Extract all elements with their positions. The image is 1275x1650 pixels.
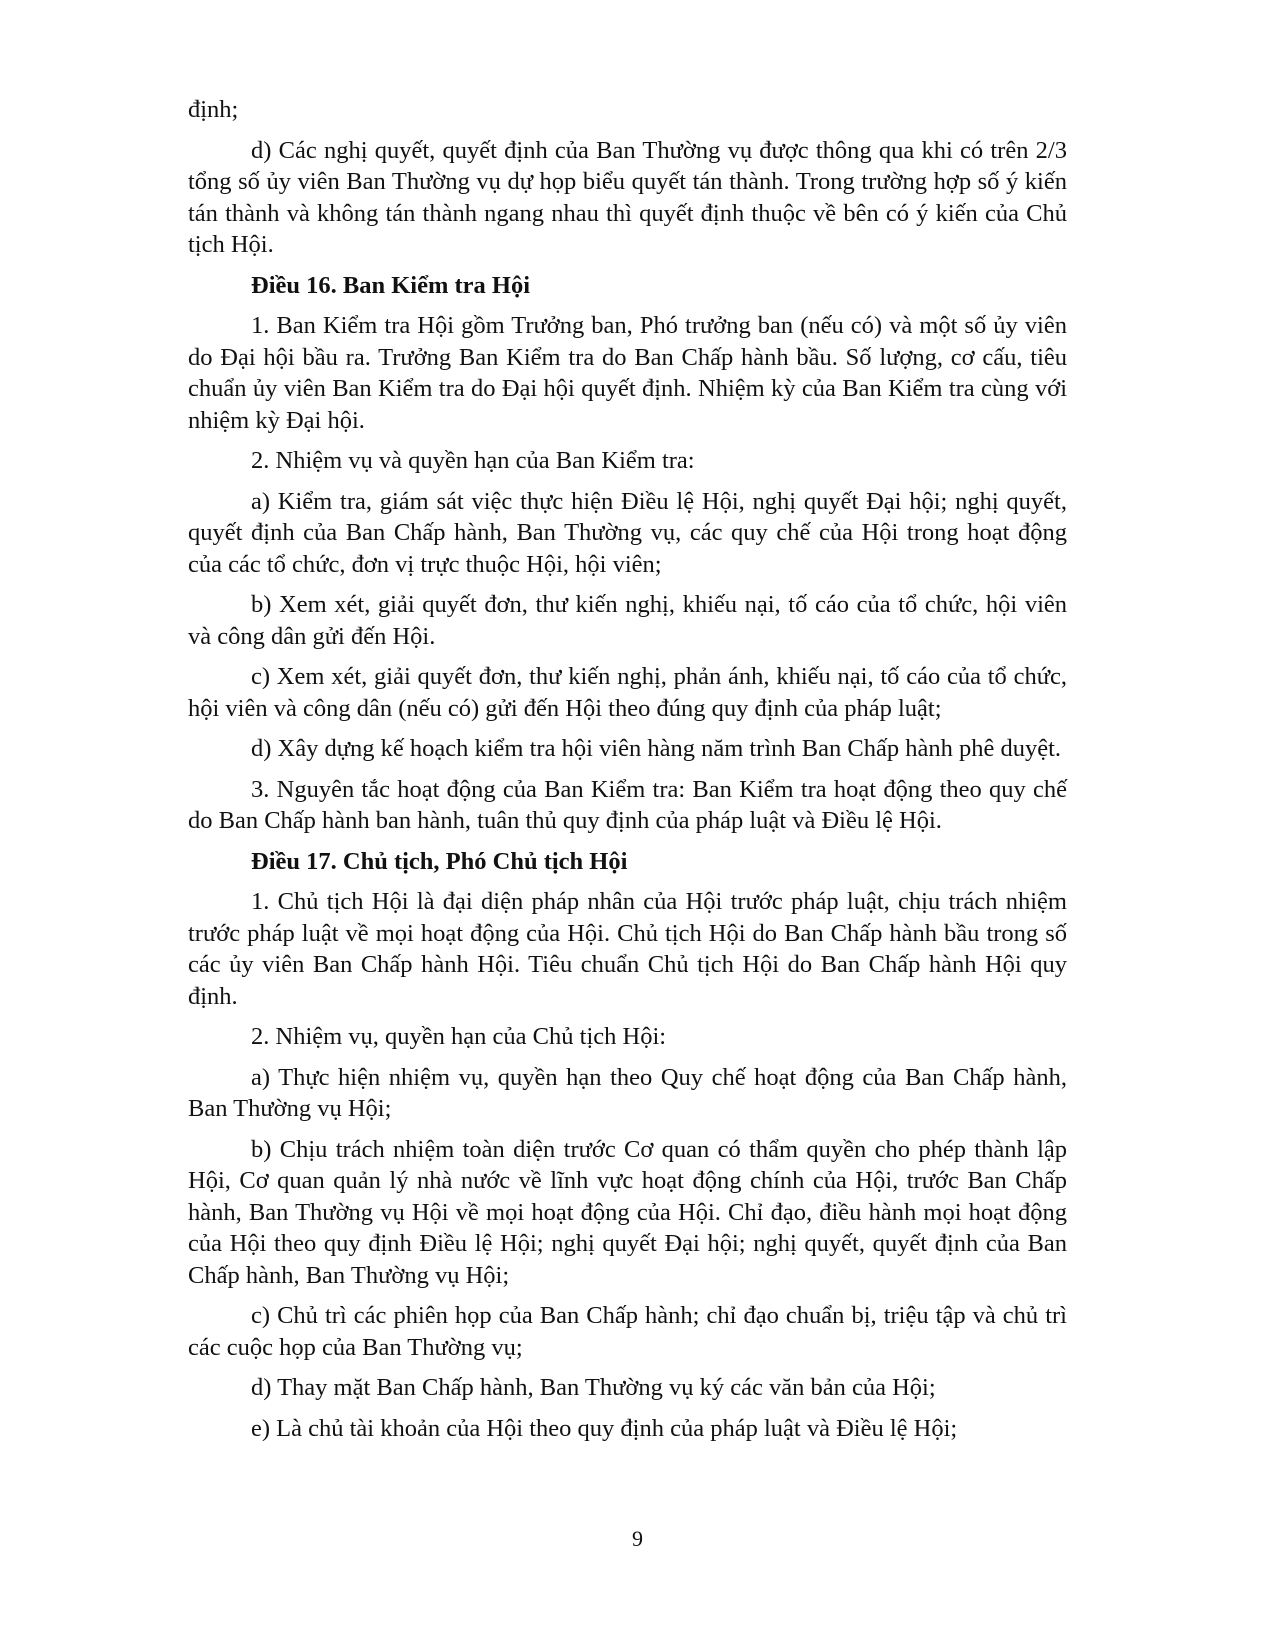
paragraph: 3. Nguyên tắc hoạt động của Ban Kiểm tra: Ban Kiểm tra hoạt động theo quy chế do Ban Chấp hành ban hành, tuân thủ quy định của pháp luật và Điều lệ Hội. <box>188 775 1067 834</box>
paragraph: d) Xây dựng kế hoạch kiểm tra hội viên hàng năm trình Ban Chấp hành phê duyệt. <box>251 735 1062 762</box>
paragraph: a) Thực hiện nhiệm vụ, quyền hạn theo Quy chế hoạt động của Ban Chấp hành, Ban Thường vụ Hội; <box>188 1063 1067 1122</box>
paragraph-continuation: định; <box>188 96 239 123</box>
document-body <box>188 94 1067 1453</box>
paragraph: 1. Ban Kiểm tra Hội gồm Trưởng ban, Phó trưởng ban (nếu có) và một số ủy viên do Đại hội bầu ra. Trưởng Ban Kiểm tra do Ban Chấp hành bầu. Số lượng, cơ cấu, tiêu chuẩn ủy viên Ban Kiểm tra do Đại hội quyết định. Nhiệm kỳ của Ban Kiểm tra cùng với nhiệm kỳ Đại hội. <box>188 312 1067 434</box>
paragraph: c) Chủ trì các phiên họp của Ban Chấp hành; chỉ đạo chuẩn bị, triệu tập và chủ trì các cuộc họp của Ban Thường vụ; <box>188 1302 1067 1361</box>
paragraph: e) Là chủ tài khoản của Hội theo quy định của pháp luật và Điều lệ Hội; <box>251 1414 958 1442</box>
paragraph: 2. Nhiệm vụ và quyền hạn của Ban Kiểm tra: <box>251 447 695 474</box>
article-17-heading: Điều 17. Chủ tịch, Phó Chủ tịch Hội <box>251 847 628 875</box>
paragraph: b) Xem xét, giải quyết đơn, thư kiến nghị, khiếu nại, tố cáo của tổ chức, hội viên và công dân gửi đến Hội. <box>188 591 1067 650</box>
page-number: 9 <box>632 1526 643 1551</box>
paragraph: d) Thay mặt Ban Chấp hành, Ban Thường vụ ký các văn bản của Hội; <box>251 1374 936 1401</box>
paragraph: a) Kiểm tra, giám sát việc thực hiện Điều lệ Hội, nghị quyết Đại hội; nghị quyết, quyết định của Ban Chấp hành, Ban Thường vụ, các quy chế của Hội trong hoạt động của các tổ chức, đơn vị trực thuộc Hội, hội viên; <box>188 487 1067 578</box>
paragraph: 2. Nhiệm vụ, quyền hạn của Chủ tịch Hội: <box>251 1023 667 1050</box>
paragraph: b) Chịu trách nhiệm toàn diện trước Cơ quan có thẩm quyền cho phép thành lập Hội, Cơ quan quản lý nhà nước về lĩnh vực hoạt động chính của Hội, trước Ban Chấp hành, Ban Thường vụ Hội về mọi hoạt động của Hội. Chỉ đạo, điều hành mọi hoạt động của Hội theo quy định Điều lệ Hội; nghị quyết Đại hội; nghị quyết, quyết định của Ban Chấp hành, Ban Thường vụ Hội; <box>188 1135 1067 1289</box>
paragraph-clause-d-resolutions: d) Các nghị quyết, quyết định của Ban Thường vụ được thông qua khi có trên 2/3 tổng số ủy viên Ban Thường vụ dự họp biểu quyết tán thành. Trong trường hợp số ý kiến tán thành và không tán thành ngang nhau thì quyết định thuộc về bên có ý kiến của Chủ tịch Hội. <box>188 136 1067 258</box>
article-16-heading: Điều 16. Ban Kiểm tra Hội <box>251 271 531 299</box>
paragraph: c) Xem xét, giải quyết đơn, thư kiến nghị, phản ánh, khiếu nại, tố cáo của tổ chức, hội viên và công dân (nếu có) gửi đến Hội theo đúng quy định của pháp luật; <box>188 663 1067 722</box>
paragraph: 1. Chủ tịch Hội là đại diện pháp nhân của Hội trước pháp luật, chịu trách nhiệm trước pháp luật về mọi hoạt động của Hội. Chủ tịch Hội do Ban Chấp hành bầu trong số các ủy viên Ban Chấp hành Hội. Tiêu chuẩn Chủ tịch Hội do Ban Chấp hành Hội quy định. <box>188 888 1067 1010</box>
